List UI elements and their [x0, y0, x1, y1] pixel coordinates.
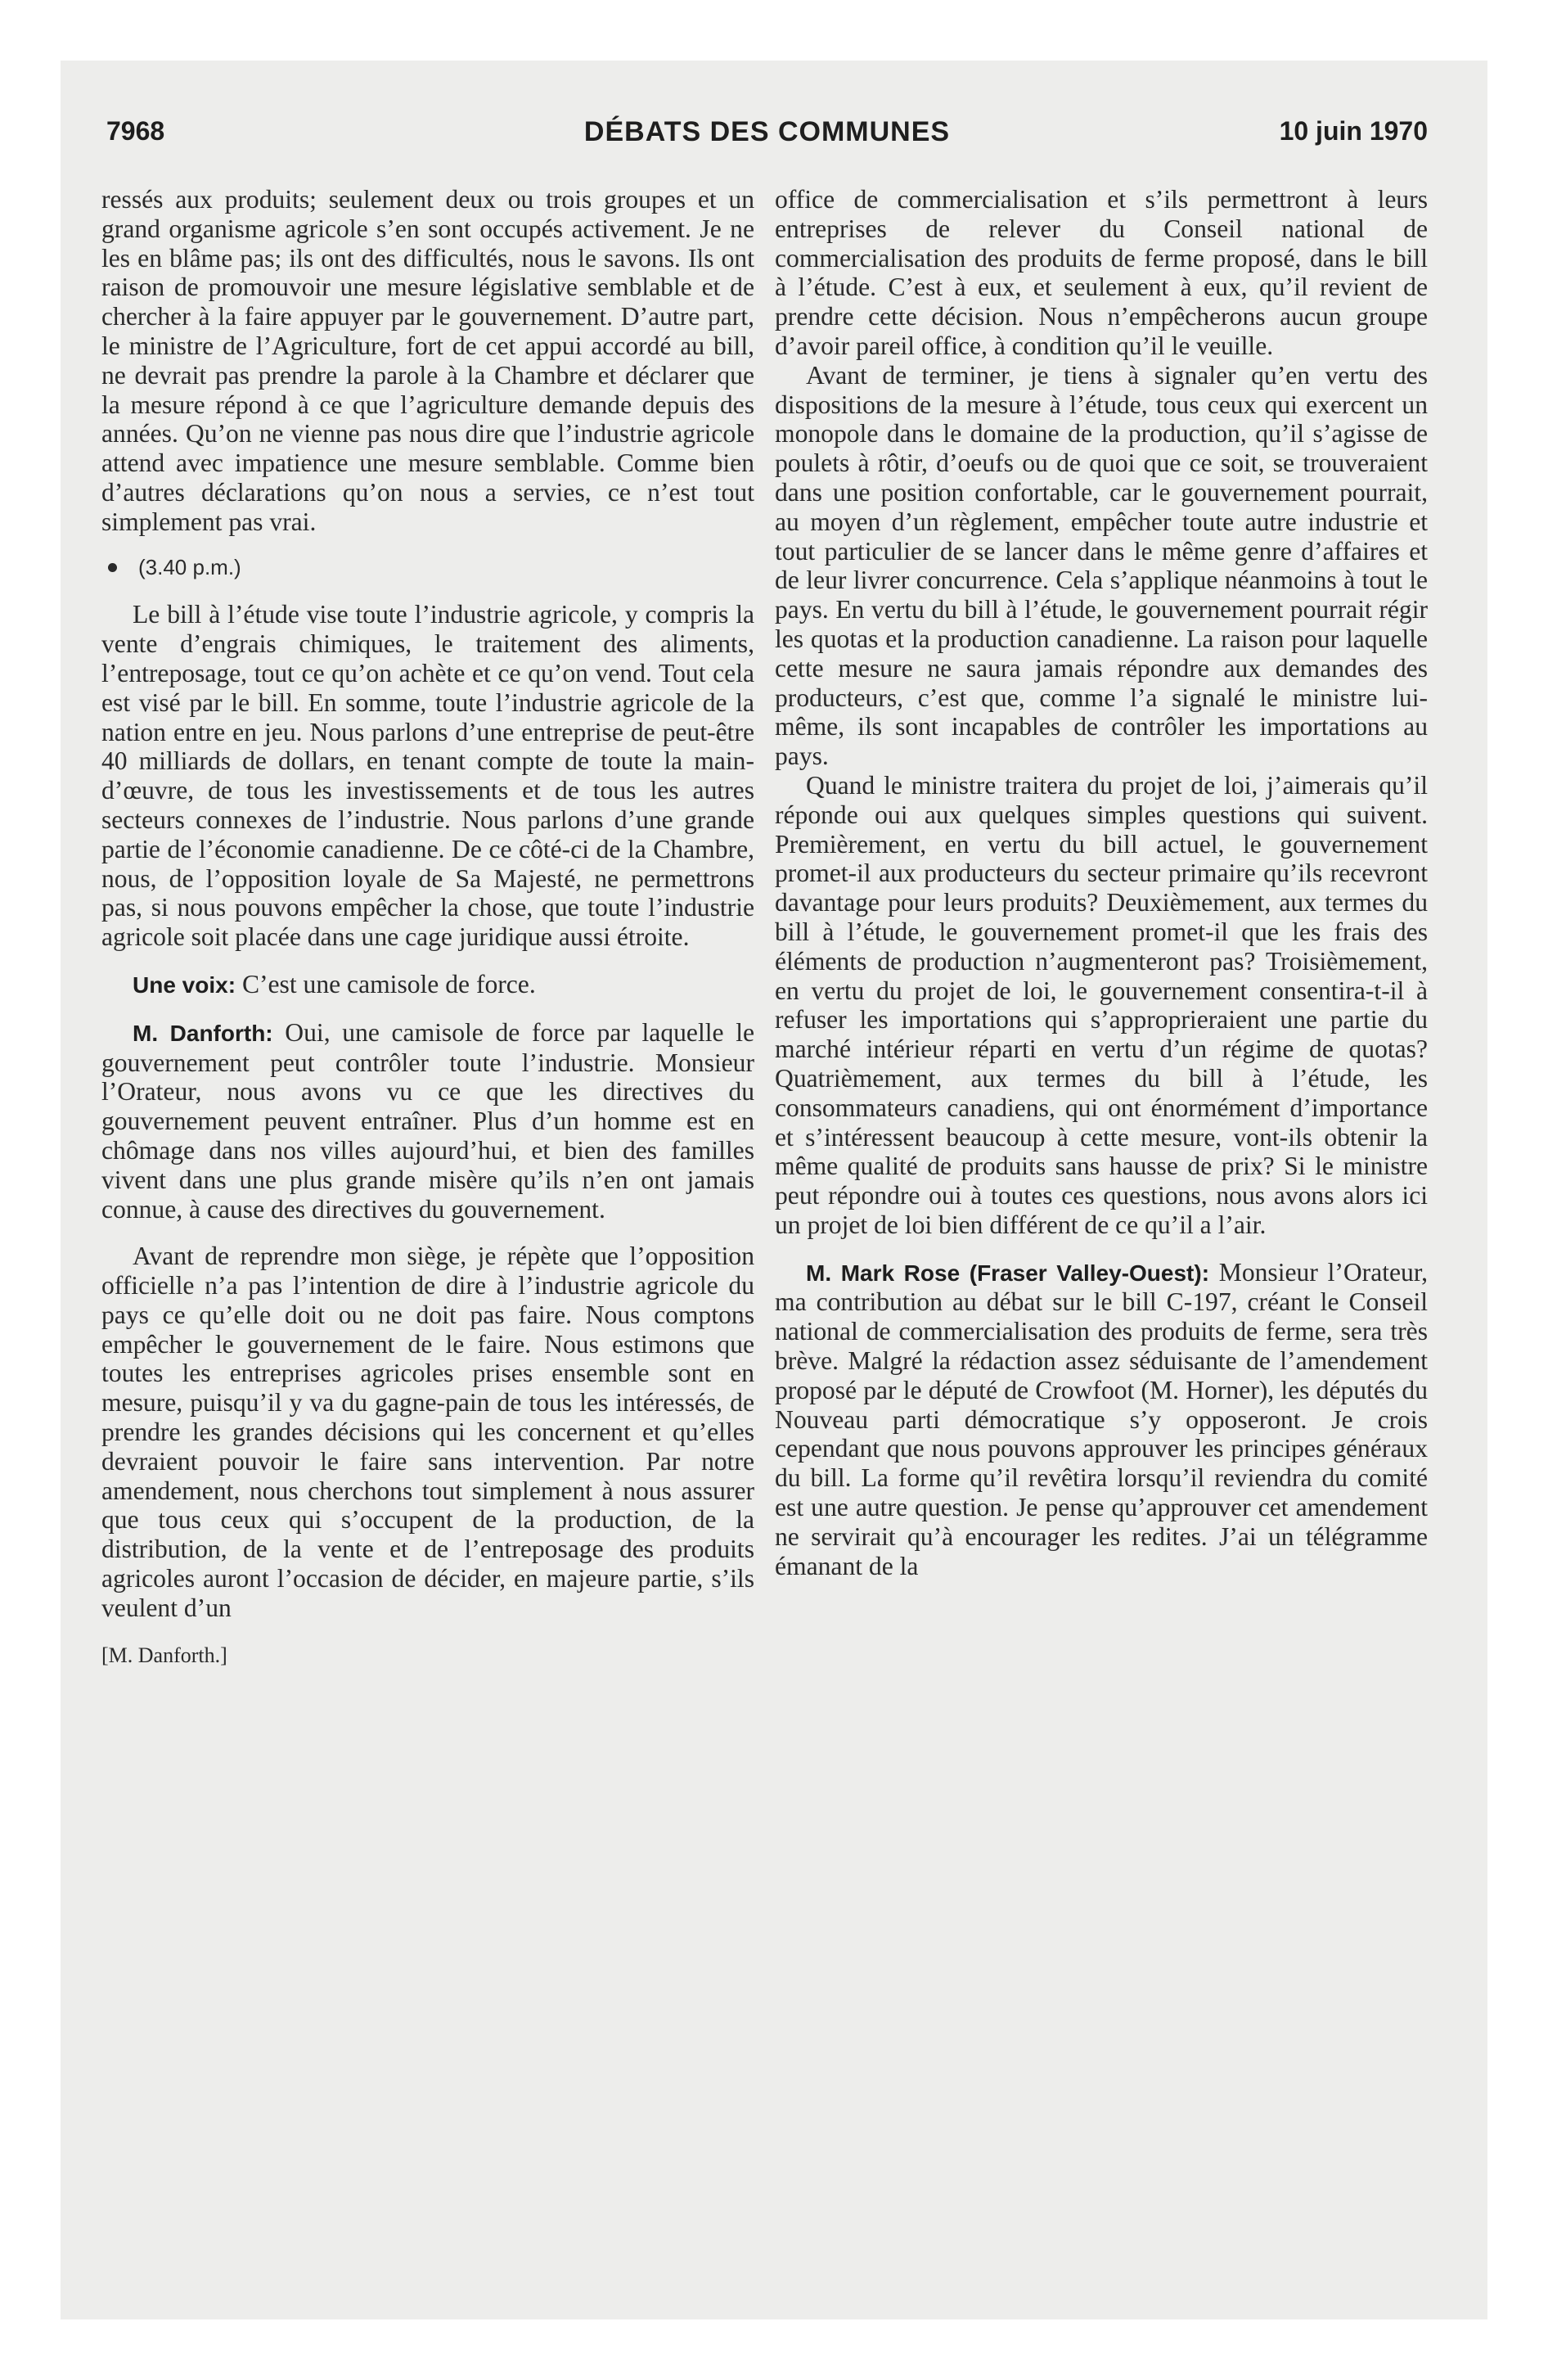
speech-text: Oui, une camisole de force par laquelle le gouvernement peut contrôler toute l’industrie. Monsieur l’Orateur, nous avons vu ce que les directives du gouvernement peuvent entraîner. Plus d’un homme est en chômage dans nos villes aujourd’hui, et bien des familles vivent dans une plus grande misère qu’ils n’en ont jamais connue, à cause des directives du gouvernement. [101, 1017, 754, 1224]
right-column [775, 185, 1428, 1580]
time-stamp: (3.40 p.m.) [138, 554, 241, 579]
bullet-icon [108, 563, 117, 572]
interjection [101, 970, 754, 1000]
speaker-name: Une voix: [133, 971, 236, 998]
page-header [106, 116, 1428, 157]
paragraph-continuation: office de commercialisation et s’ils permettront à leurs entreprises de relever du Conseil national de commercialisation des produits de ferme proposé, dans le bill à l’étude. C’est à eux, et seulement à eux, qu’il revient de prendre cette décision. Nous n’empêcherons aucun groupe d’avoir pareil office, à condition qu’il le veuille. [775, 185, 1428, 360]
publication-title: DÉBATS DES COMMUNES [583, 116, 951, 147]
paragraph-closing: Avant de reprendre mon siège, je répète que l’opposition officielle n’a pas l’intention de dire à l’industrie agricole du pays ce qu’elle doit ou ne doit pas faire. Nous comptons empêcher le gouvernement de le faire. Nous estimons que toutes les entreprises agricoles prises ensemble sont en mesure, puisqu’il y va du gagne-pain de tous les intéressés, de prendre les grandes décisions qui les concernent et qu’elles devraient pouvoir le faire sans intervention. Par notre amendement, nous cherchons tout simplement à nous assurer que tous ceux qui s’occupent de la production, de la distribution, de la vente et de l’entreposage des produits agricoles auront l’occasion de décider, en majeure partie, s’ils veulent d’un [101, 1242, 754, 1622]
page-number: 7968 [106, 116, 165, 146]
page-date: 10 juin 1970 [1279, 116, 1428, 146]
paragraph-bill-scope: Le bill à l’étude vise toute l’industrie agricole, y compris la vente d’engrais chimiques, le traitement des aliments, l’entreposage, tout ce qu’on achète et ce qu’on vend. Tout cela est visé par le bill. En somme, toute l’industrie agricole de la nation entre en jeu. Nous parlons d’une entreprise de peut-être 40 milliards de dollars, en tenant compte de toute la main-d’œuvre, de tous les investissements et de tous les autres secteurs connexes de l’industrie. Nous parlons d’une grande partie de l’économie canadienne. De ce côté-ci de la Chambre, nous, de l’opposition loyale de Sa Majesté, ne permettrons pas, si nous pouvons empêcher la chose, que toute l’industrie agricole soit placée dans une cage juridique aussi étroite. [101, 600, 754, 952]
paragraph-questions: Quand le ministre traitera du projet de loi, j’aimerais qu’il réponde oui aux quelques simples questions qui suivent. Premièrement, en vertu du bill actuel, le gouvernement promet-il aux producteurs du secteur primaire qu’ils recevront davantage pour leurs produits? Deuxièmement, aux termes du bill à l’étude, le gouvernement promet-il que les frais des éléments de production n’augmenteront pas? Troisièmement, en vertu du projet de loi, le gouvernement consentira-t-il à refuser les importations qui s’approprieraient une partie du marché intérieur réparti en vertu d’un régime de quotas? Quatrièmement, aux termes du bill à l’étude, les consommateurs canadiens, qui ont énormément d’importance et s’intéressent beaucoup à cette mesure, vont-ils obtenir la même qualité de produits sans hausse de prix? Si le ministre peut répondre oui à toutes ces questions, nous avons alors ici un projet de loi bien différent de ce qu’il a l’air. [775, 770, 1428, 1239]
time-marker [101, 553, 754, 583]
speaker-name: M. Mark Rose (Fraser Valley-Ouest): [806, 1260, 1210, 1286]
interjection-text: C’est une camisole de force. [241, 969, 536, 998]
speaker-name: M. Danforth: [133, 1020, 273, 1046]
speech-danforth [101, 1018, 754, 1224]
paragraph-monopoly: Avant de terminer, je tiens à signaler qu’en vertu des dispositions de la mesure à l’étude, tous ceux qui exercent un monopole dans le domaine de la production, qu’il s’agisse de poulets à rôtir, d’oeufs ou de quoi que ce soit, se trouveraient dans une position confortable, car le gouvernement pourrait, au moyen d’un règlement, empêcher toute autre industrie et tout particulier de se lancer dans le même genre d’affaires et de leur livrer concurrence. Cela s’applique néanmoins à tout le pays. En vertu du bill à l’étude, le gouvernement pourrait régir les quotas et la production canadienne. La raison pour laquelle cette mesure ne saura jamais répondre aux demandes des producteurs, c’est que, comme l’a signalé le ministre lui-même, ils sont incapables de contrôler les importations au pays. [775, 360, 1428, 771]
left-column [101, 185, 754, 1670]
speaker-footer: [M. Danforth.] [101, 1643, 227, 1667]
speech-text: Monsieur l’Orateur, ma contribution au débat sur le bill C-197, créant le Conseil national de commercialisation des produits de ferme, sera très brève. Malgré la rédaction assez séduisante de l’amendement proposé par le député de Crowfoot (M. Horner), les députés du Nouveau parti démocratique s’y opposeront. Je crois cependant que nous pouvons approuver les principes généraux du bill. La forme qu’il revêtira lorsqu’il reviendra du comité est une autre question. Je pense qu’approuver cet amendement ne servirait qu’à encourager les redites. J’ai un télégramme émanant de la [775, 1257, 1428, 1580]
paragraph-continuation: ressés aux produits; seulement deux ou trois groupes et un grand organisme agricole s’en sont occupés activement. Je ne les en blâme pas; ils ont des difficultés, nous le savons. Ils ont raison de promouvoir une mesure législative semblable et de chercher à la faire appuyer par le gouvernement. D’autre part, le ministre de l’Agriculture, fort de cet appui accordé au bill, ne devrait pas prendre la parole à la Chambre et déclarer que la mesure répond à ce que l’agriculture demande depuis des années. Qu’on ne vienne pas nous dire que l’industrie agricole attend avec impatience une mesure semblable. Comme bien d’autres déclarations qu’on nous a servies, ce n’est tout simplement pas vrai. [101, 185, 754, 536]
speech-rose [775, 1258, 1428, 1581]
